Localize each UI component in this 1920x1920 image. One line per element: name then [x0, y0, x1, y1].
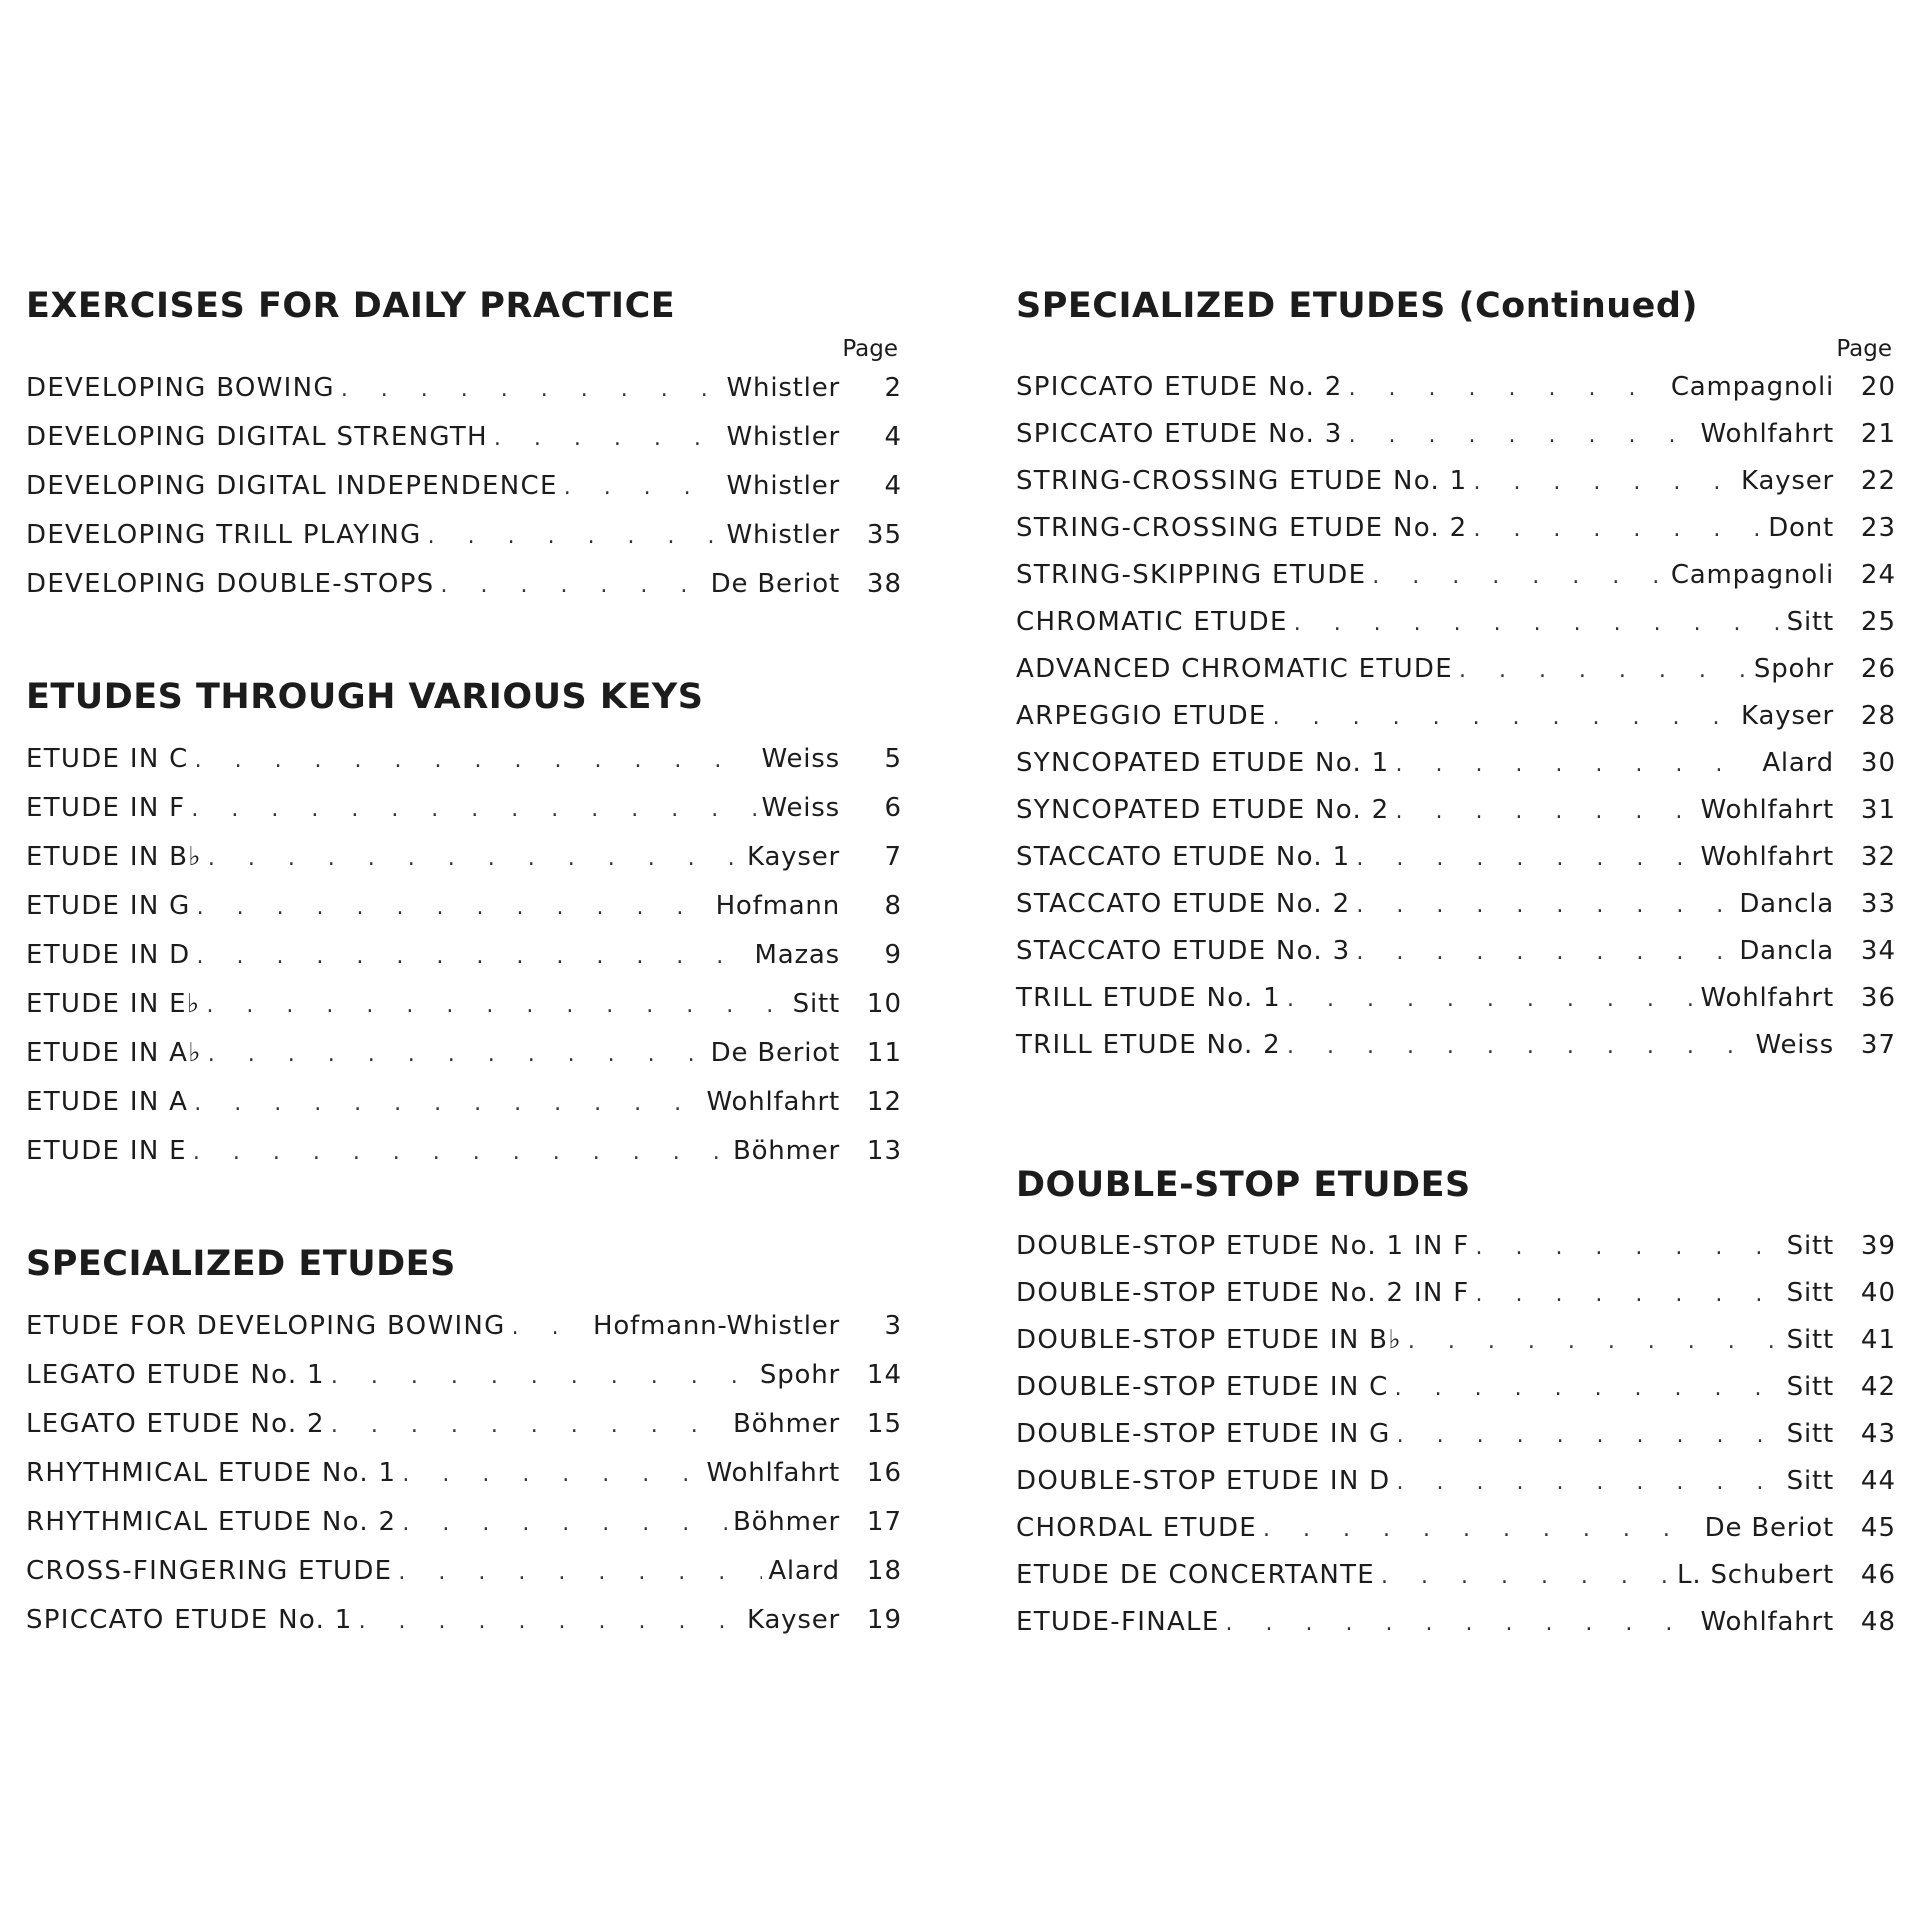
entry-page-number: 4 — [884, 422, 902, 452]
entry-composer: De Beriot — [710, 1038, 840, 1068]
toc-entry — [1016, 505, 1896, 552]
toc-entry — [26, 1351, 902, 1400]
toc-entry — [26, 413, 902, 462]
entry-title: STACCATO ETUDE No. 2 — [1016, 889, 1351, 919]
toc-entry — [26, 931, 902, 980]
entry-title: STRING-SKIPPING ETUDE — [1016, 560, 1367, 590]
entry-page-number: 37 — [1860, 1030, 1896, 1060]
leader-dots — [1349, 412, 1695, 459]
entry-title: LEGATO ETUDE No. 2 — [26, 1409, 325, 1439]
section-title-exercises: EXERCISES FOR DAILY PRACTICE — [26, 286, 676, 326]
leader-dots — [1475, 1271, 1780, 1318]
toc-entry — [1016, 1364, 1896, 1411]
entry-title: DOUBLE-STOP ETUDE IN G — [1016, 1419, 1391, 1449]
toc-entry — [26, 364, 902, 413]
toc-list-exercises — [26, 364, 902, 609]
entry-composer: Wohlfahrt — [706, 1087, 840, 1117]
entry-composer: Dont — [1768, 513, 1834, 543]
entry-composer: Kayser — [1741, 466, 1834, 496]
leader-dots — [331, 1401, 727, 1450]
leader-dots — [494, 414, 721, 463]
entry-title: ETUDE IN B♭ — [26, 842, 202, 872]
entry-composer: Sitt — [1786, 1372, 1834, 1402]
toc-entry — [26, 511, 902, 560]
entry-page-number: 42 — [1860, 1372, 1896, 1402]
leader-dots — [359, 1597, 741, 1646]
leader-dots — [1356, 929, 1733, 976]
leader-dots — [1395, 741, 1756, 788]
page-column-label: Page — [842, 336, 898, 362]
entry-page-number: 30 — [1860, 748, 1896, 778]
entry-composer: Whistler — [726, 373, 840, 403]
page-column-label: Page — [1836, 336, 1892, 362]
section-title-keys: ETUDES THROUGH VARIOUS KEYS — [26, 677, 704, 717]
toc-entry — [26, 1449, 902, 1498]
leader-dots — [1356, 882, 1733, 929]
entry-page-number: 17 — [866, 1507, 902, 1537]
leader-dots — [1395, 1365, 1781, 1412]
entry-composer: Sitt — [792, 989, 840, 1019]
leader-dots — [195, 736, 756, 785]
toc-entry — [26, 1302, 902, 1351]
entry-title: ETUDE DE CONCERTANTE — [1016, 1560, 1375, 1590]
entry-title: SPICCATO ETUDE No. 2 — [1016, 372, 1343, 402]
entry-title: ETUDE FOR DEVELOPING BOWING — [26, 1311, 506, 1341]
leader-dots — [196, 932, 748, 981]
leader-dots — [1473, 459, 1735, 506]
toc-entry — [1016, 787, 1896, 834]
entry-composer: Mazas — [754, 940, 840, 970]
entry-page-number: 31 — [1860, 795, 1896, 825]
toc-entry — [1016, 1411, 1896, 1458]
entry-composer: Campagnoli — [1670, 372, 1834, 402]
entry-title: STACCATO ETUDE No. 1 — [1016, 842, 1351, 872]
entry-composer: Hofmann — [715, 891, 840, 921]
entry-title: SYNCOPATED ETUDE No. 2 — [1016, 795, 1390, 825]
entry-page-number: 39 — [1860, 1231, 1896, 1261]
leader-dots — [1226, 1600, 1695, 1647]
entry-page-number: 22 — [1860, 466, 1896, 496]
toc-entry — [1016, 599, 1896, 646]
leader-dots — [1287, 1023, 1750, 1070]
entry-composer: Wohlfahrt — [1700, 842, 1834, 872]
entry-title: DEVELOPING BOWING — [26, 373, 335, 403]
toc-entry — [1016, 881, 1896, 928]
entry-page-number: 3 — [884, 1311, 902, 1341]
entry-page-number: 26 — [1860, 654, 1896, 684]
leader-dots — [1397, 1412, 1781, 1459]
entry-composer: Hofmann-Whistler — [592, 1311, 840, 1341]
entry-composer: Whistler — [726, 422, 840, 452]
entry-composer: Weiss — [761, 793, 840, 823]
toc-entry — [1016, 928, 1896, 975]
entry-composer: Sitt — [1786, 1278, 1834, 1308]
entry-page-number: 38 — [866, 569, 902, 599]
entry-page-number: 7 — [884, 842, 902, 872]
entry-title: DEVELOPING DOUBLE-STOPS — [26, 569, 435, 599]
entry-page-number: 32 — [1860, 842, 1896, 872]
entry-composer: Böhmer — [732, 1136, 840, 1166]
entry-composer: Böhmer — [732, 1409, 840, 1439]
entry-page-number: 10 — [866, 989, 902, 1019]
entry-title: DEVELOPING DIGITAL INDEPENDENCE — [26, 471, 558, 501]
toc-entry — [1016, 1317, 1896, 1364]
toc-entry — [26, 462, 902, 511]
toc-entry — [1016, 1022, 1896, 1069]
entry-page-number: 40 — [1860, 1278, 1896, 1308]
right-column — [1016, 278, 1896, 1646]
toc-entry — [26, 833, 902, 882]
toc-entry — [26, 1596, 902, 1645]
leader-dots — [206, 981, 786, 1030]
toc-entry — [26, 1127, 902, 1176]
section-title-specialized: SPECIALIZED ETUDES — [26, 1244, 456, 1284]
entry-composer: Weiss — [1755, 1030, 1834, 1060]
entry-page-number: 24 — [1860, 560, 1896, 590]
toc-entry — [1016, 975, 1896, 1022]
entry-composer: Böhmer — [732, 1507, 840, 1537]
entry-composer: Dancla — [1739, 889, 1834, 919]
entry-page-number: 33 — [1860, 889, 1896, 919]
entry-title: DOUBLE-STOP ETUDE No. 2 IN F — [1016, 1278, 1470, 1308]
entry-composer: Spohr — [1753, 654, 1834, 684]
toc-entry — [26, 1498, 902, 1547]
leader-dots — [1349, 365, 1665, 412]
toc-entry — [1016, 693, 1896, 740]
leader-dots — [1475, 1224, 1780, 1271]
leader-dots — [1395, 788, 1694, 835]
entry-page-number: 34 — [1860, 936, 1896, 966]
toc-entry — [26, 560, 902, 609]
leader-dots — [193, 1128, 727, 1177]
entry-title: DOUBLE-STOP ETUDE IN D — [1016, 1466, 1391, 1496]
entry-composer: De Beriot — [710, 569, 840, 599]
entry-page-number: 45 — [1860, 1513, 1896, 1543]
entry-title: ETUDE IN F — [26, 793, 186, 823]
entry-title: SYNCOPATED ETUDE No. 1 — [1016, 748, 1390, 778]
toc-entry — [1016, 1223, 1896, 1270]
leader-dots — [208, 834, 741, 883]
entry-page-number: 11 — [866, 1038, 902, 1068]
toc-entry — [1016, 1599, 1896, 1646]
toc-entry — [26, 882, 902, 931]
toc-entry — [1016, 1270, 1896, 1317]
leader-dots — [1459, 647, 1748, 694]
entry-title: ARPEGGIO ETUDE — [1016, 701, 1267, 731]
leader-dots — [402, 1450, 700, 1499]
leader-dots — [1287, 976, 1695, 1023]
toc-entry — [1016, 834, 1896, 881]
entry-composer: Kayser — [1741, 701, 1834, 731]
entry-composer: Wohlfahrt — [1700, 419, 1834, 449]
entry-page-number: 18 — [866, 1556, 902, 1586]
entry-title: DEVELOPING DIGITAL STRENGTH — [26, 422, 488, 452]
entry-page-number: 15 — [866, 1409, 902, 1439]
entry-title: ETUDE-FINALE — [1016, 1607, 1220, 1637]
toc-entry — [1016, 646, 1896, 693]
entry-page-number: 28 — [1860, 701, 1896, 731]
entry-title: DEVELOPING TRILL PLAYING — [26, 520, 422, 550]
leader-dots — [1372, 553, 1665, 600]
toc-entry — [26, 1078, 902, 1127]
entry-composer: Campagnoli — [1670, 560, 1834, 590]
leader-dots — [331, 1352, 754, 1401]
entry-composer: Sitt — [1786, 1466, 1834, 1496]
entry-composer: L. Schubert — [1677, 1560, 1834, 1590]
entry-title: ADVANCED CHROMATIC ETUDE — [1016, 654, 1453, 684]
entry-title: RHYTHMICAL ETUDE No. 2 — [26, 1507, 397, 1537]
entry-title: TRILL ETUDE No. 1 — [1016, 983, 1281, 1013]
entry-composer: Sitt — [1786, 1325, 1834, 1355]
entry-composer: Sitt — [1786, 1419, 1834, 1449]
leader-dots — [194, 1079, 700, 1128]
entry-page-number: 13 — [866, 1136, 902, 1166]
toc-list-double-stop — [1016, 1223, 1896, 1646]
leader-dots — [1397, 1459, 1781, 1506]
entry-page-number: 5 — [884, 744, 902, 774]
leader-dots — [341, 365, 721, 414]
entry-title: ETUDE IN D — [26, 940, 191, 970]
entry-title: CROSS-FINGERING ETUDE — [26, 1556, 393, 1586]
entry-page-number: 14 — [866, 1360, 902, 1390]
entry-page-number: 43 — [1860, 1419, 1896, 1449]
entry-page-number: 4 — [884, 471, 902, 501]
entry-page-number: 16 — [866, 1458, 902, 1488]
entry-composer: Wohlfahrt — [706, 1458, 840, 1488]
entry-composer: Spohr — [759, 1360, 840, 1390]
entry-page-number: 44 — [1860, 1466, 1896, 1496]
entry-title: CHORDAL ETUDE — [1016, 1513, 1258, 1543]
leader-dots — [564, 463, 721, 512]
entry-page-number: 46 — [1860, 1560, 1896, 1590]
toc-entry — [1016, 552, 1896, 599]
entry-composer: Alard — [768, 1556, 840, 1586]
entry-composer: Kayser — [747, 1605, 840, 1635]
entry-title: STACCATO ETUDE No. 3 — [1016, 936, 1351, 966]
entry-title: DOUBLE-STOP ETUDE IN C — [1016, 1372, 1389, 1402]
leader-dots — [1273, 694, 1735, 741]
entry-title: TRILL ETUDE No. 2 — [1016, 1030, 1281, 1060]
entry-title: DOUBLE-STOP ETUDE IN B♭ — [1016, 1325, 1402, 1355]
toc-entry — [1016, 1552, 1896, 1599]
entry-page-number: 25 — [1860, 607, 1896, 637]
entry-page-number: 2 — [884, 373, 902, 403]
entry-title: LEGATO ETUDE No. 1 — [26, 1360, 325, 1390]
leader-dots — [1408, 1318, 1781, 1365]
entry-title: CHROMATIC ETUDE — [1016, 607, 1288, 637]
entry-page-number: 23 — [1860, 513, 1896, 543]
entry-composer: Sitt — [1786, 1231, 1834, 1261]
toc-entry — [1016, 364, 1896, 411]
leader-dots — [1473, 506, 1762, 553]
toc-entry — [26, 1400, 902, 1449]
entry-composer: Dancla — [1739, 936, 1834, 966]
entry-composer: De Beriot — [1704, 1513, 1834, 1543]
entry-composer: Whistler — [726, 520, 840, 550]
entry-page-number: 35 — [866, 520, 902, 550]
entry-title: STRING-CROSSING ETUDE No. 2 — [1016, 513, 1468, 543]
entry-page-number: 19 — [866, 1605, 902, 1635]
toc-entry — [1016, 740, 1896, 787]
toc-list-specialized — [26, 1302, 902, 1645]
toc-entry — [26, 1547, 902, 1596]
leader-dots — [1381, 1553, 1671, 1600]
entry-title: SPICCATO ETUDE No. 1 — [26, 1605, 353, 1635]
leader-dots — [512, 1303, 587, 1352]
entry-page-number: 6 — [884, 793, 902, 823]
entry-page-number: 8 — [884, 891, 902, 921]
toc-list-specialized-continued — [1016, 364, 1896, 1069]
toc-entry — [1016, 1505, 1896, 1552]
entry-title: ETUDE IN C — [26, 744, 189, 774]
toc-entry — [26, 735, 902, 784]
entry-title: ETUDE IN E♭ — [26, 989, 201, 1019]
entry-composer: Whistler — [726, 471, 840, 501]
entry-title: DOUBLE-STOP ETUDE No. 1 IN F — [1016, 1231, 1470, 1261]
entry-page-number: 36 — [1860, 983, 1896, 1013]
section-title-specialized-continued: SPECIALIZED ETUDES (Continued) — [1016, 286, 1698, 326]
entry-title: ETUDE IN E — [26, 1136, 187, 1166]
toc-entry — [1016, 458, 1896, 505]
entry-title: ETUDE IN A♭ — [26, 1038, 202, 1068]
leader-dots — [1263, 1506, 1699, 1553]
entry-title: RHYTHMICAL ETUDE No. 1 — [26, 1458, 397, 1488]
leader-dots — [440, 561, 704, 610]
entry-page-number: 48 — [1860, 1607, 1896, 1637]
toc-entry — [26, 784, 902, 833]
leader-dots — [398, 1548, 762, 1597]
leader-dots — [1294, 600, 1781, 647]
entry-page-number: 9 — [884, 940, 902, 970]
left-column — [26, 278, 902, 1645]
entry-composer: Wohlfahrt — [1700, 983, 1834, 1013]
entry-composer: Weiss — [761, 744, 840, 774]
toc-list-keys — [26, 735, 902, 1176]
toc-entry — [1016, 1458, 1896, 1505]
section-title-double-stop: DOUBLE-STOP ETUDES — [1016, 1165, 1471, 1205]
entry-composer: Wohlfahrt — [1700, 795, 1834, 825]
entry-title: STRING-CROSSING ETUDE No. 1 — [1016, 466, 1468, 496]
leader-dots — [1356, 835, 1694, 882]
leader-dots — [191, 785, 755, 834]
entry-composer: Alard — [1762, 748, 1834, 778]
toc-entry — [26, 980, 902, 1029]
entry-composer: Sitt — [1786, 607, 1834, 637]
leader-dots — [402, 1499, 727, 1548]
entry-title: ETUDE IN G — [26, 891, 191, 921]
entry-page-number: 41 — [1860, 1325, 1896, 1355]
toc-entry — [26, 1029, 902, 1078]
leader-dots — [197, 883, 710, 932]
entry-composer: Kayser — [747, 842, 840, 872]
entry-page-number: 20 — [1860, 372, 1896, 402]
entry-page-number: 12 — [866, 1087, 902, 1117]
entry-page-number: 21 — [1860, 419, 1896, 449]
leader-dots — [428, 512, 721, 561]
leader-dots — [208, 1030, 705, 1079]
entry-title: ETUDE IN A — [26, 1087, 189, 1117]
toc-entry — [1016, 411, 1896, 458]
entry-composer: Wohlfahrt — [1700, 1607, 1834, 1637]
entry-title: SPICCATO ETUDE No. 3 — [1016, 419, 1343, 449]
